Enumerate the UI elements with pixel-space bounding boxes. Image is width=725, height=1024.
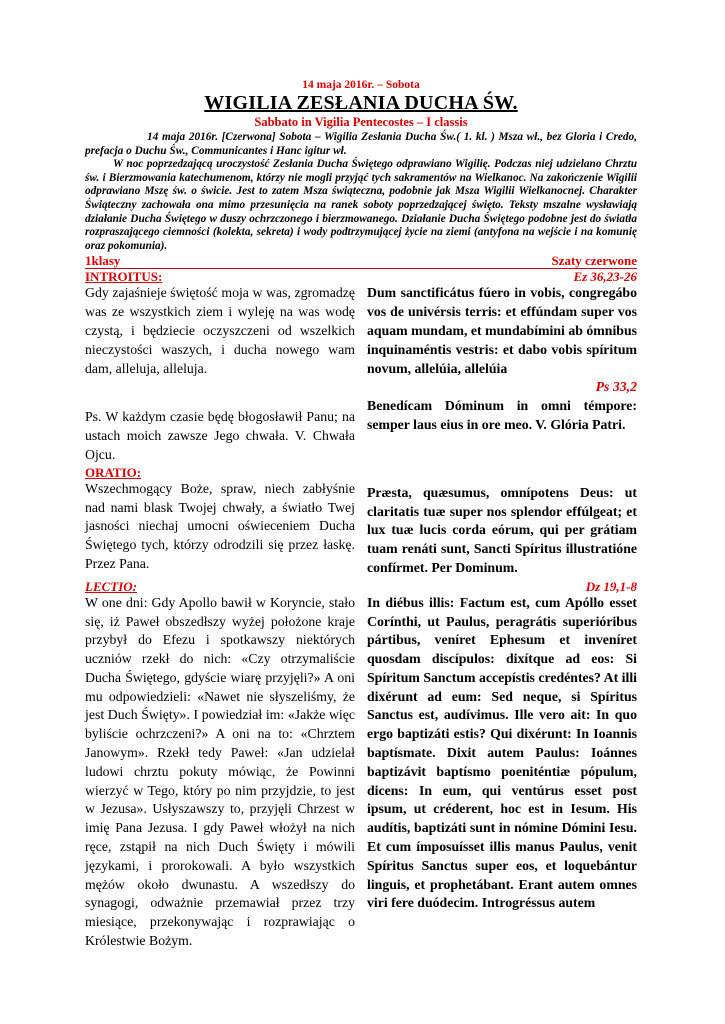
lectio-header (85, 579, 637, 594)
lectio-ref: Dz 19,1-8 (585, 578, 637, 594)
introitus-label: INTROITUS: (85, 269, 163, 285)
intro-paragraph-1: 14 maja 2016r. [Czerwona] Sobota – Wigilia Zesłania Ducha Św.( 1. kl. ) Msza wł., bez Gloria i Credo, prefacja o Duchu Św., Communicantes i Hanc igitur wł. (85, 131, 637, 157)
oratio-header (85, 465, 637, 480)
lectio-latin: In diébus illis: Factum est, cum Apóllo esset Corínthi, ut Paulus, peragrátis superióribus pártibus, veníret Ephesum et inveníret quosdam discípulos: dixítque ad eos: Si Spíritum Sanctum accepístis credéntes? At illi dixérunt ad eum: Sed neque, si Spíritus Sanctus est, audívimus. Ille vero ait: In quo ergo baptizáti estis? Qui dixérunt: In Ioannis baptísmate. Dixit autem Paulus: Ioánnes baptizávit baptísmo poeniténtiæ pópulum, dicens: In eum, qui ventúrus esset post ipsum, ut créderent, hoc est in Iesum. His audítis, baptizáti sunt in nómine Dómini Iesu. Et cum ímposuísset illis manus Paulus, venit Spíritus Sanctus super eos, et loquebántur linguis, et prophetábant. Erant autem omnes viri fere duódecim. Introgréssus autem (367, 594, 637, 911)
class-bar (85, 253, 637, 269)
page-title: WIGILIA ZESŁANIA DUCHA ŚW. (204, 92, 518, 114)
introitus-columns (85, 284, 637, 378)
introitus-header (85, 269, 637, 284)
intro-text (85, 131, 637, 253)
document-page (85, 78, 637, 951)
oratio-latin: Præsta, quæsumus, omnípotens Deus: ut claritatis tuæ super nos splendor effúlgeat; et lux tuæ lucis corda eórum, qui per grátiam tuam renáti sunt, Sancti Spíritus illustratióne confírmet. Per Dominum. (367, 484, 637, 575)
introitus-ref: Ez 36,23-26 (573, 269, 637, 285)
psalm-polish: Ps. W każdym czasie będę błogosławił Panu; na ustach moich zawsze Jego chwała. V. Chwała Ojcu. (85, 409, 355, 462)
intro-paragraph-2: W noc poprzedzającą uroczystość Zesłania Ducha Świętego odprawiano Wigilię. Podczas niej udzielano Chrztu św. i Bierzmowania katechumenom, którzy nie mogli przyjąć tych sakramentów na Wielkanoc. Na zakończenie Wigilii odprawiano Mszę św. o świcie. Jest to zatem Msza świąteczna, podobnie jak Msza Wigilii Wielkanocnej. Charakter Świąteczny zachowała ona mimo przesunięcia na ranek soboty poprzedzającej święto. Teksty mszalne wysławiają działanie Ducha Świętego w duszy ochrzczonego i bierzmowanego. Działanie Ducha Świętego podobne jest do światła rozpraszającego ciemności (kolekta, sekreta) i wody podtrzymującej życie na ziemi (antyfona na wejście i na komunię oraz pokomunia). (85, 158, 637, 252)
psalm-ref: Ps 33,2 (595, 379, 637, 395)
oratio-columns (85, 480, 637, 578)
psalm-columns (85, 378, 637, 464)
vestment-color: Szaty czerwone (551, 253, 637, 269)
lectio-columns (85, 594, 637, 951)
oratio-label: ORATIO: (85, 464, 142, 480)
class-label: 1klasy (85, 253, 121, 269)
psalm-latin: Benedícam Dóminum in omni témpore: semper laus eius in ore meo. V. Glória Patri. (367, 398, 637, 432)
introitus-polish: Gdy zajaśnieje świętość moja w was, zgromadzę was ze wszystkich ziem i wyleję na was wodę czystą, i będziecie oczyszczeni od wszelkich nieczystości waszych, i ducha nowego wam dam, alleluja, alleluja. (85, 285, 355, 376)
psalm-latin-block (367, 378, 637, 464)
introitus-latin: Dum sanctificátus fúero in vobis, congregábo vos de univérsis terris: et effúndam super vos aquam mundam, et mundabímini ab ómnibus inquinaméntis vestris: et dabo vobis spíritum novum, allelúia, allelúia (367, 285, 637, 376)
oratio-polish: Wszechmogący Boże, spraw, niech zabłyśnie nad nami blask Twojej chwały, a światło Twej jasności niechaj umocni oświeceniem Ducha Świętego tych, którzy odrodzili się przez łaskę. Przez Pana. (85, 480, 355, 571)
lectio-polish: W one dni: Gdy Apollo bawił w Koryncie, stało się, iż Paweł obszedłszy wyżej położone kraje przybył do Efezu i spotkawszy niektórych uczniów rzekł do nich: «Czy otrzymaliście Ducha Świętego, gdyście wiarę przyjęli?» A oni mu odpowiedzieli: «Nawet nie słyszeliśmy, że jest Duch Święty». I powiedział im: «Jakże więc byliście ochrzczeni?» A oni na to: «Chrztem Janowym». Rzekł tedy Paweł: «Jan udzielał ludowi chrztu pokuty mówiąc, że Powinni wierzyć w Tego, który po nim przyjdzie, to jest w Jezusa». Usłyszawszy to, przyjęli Chrzest w imię Pana Jezusa. I gdy Paweł włożył na nich ręce, zstąpił na nich Duch Święty i mówili językami, i prorokowali. A było wszystkich mężów około dwunastu. A wszedłszy do synagogi, odważnie przemawiał przez trzy miesiące, przekonywając i rozprawiając o Królestwie Bożym. (85, 594, 355, 949)
page-subtitle: Sabbato in Vigilia Pentecostes – I classis (254, 115, 468, 129)
lectio-label: LECTIO: (85, 578, 137, 594)
date-line: 14 maja 2016r. – Sobota (302, 79, 420, 91)
